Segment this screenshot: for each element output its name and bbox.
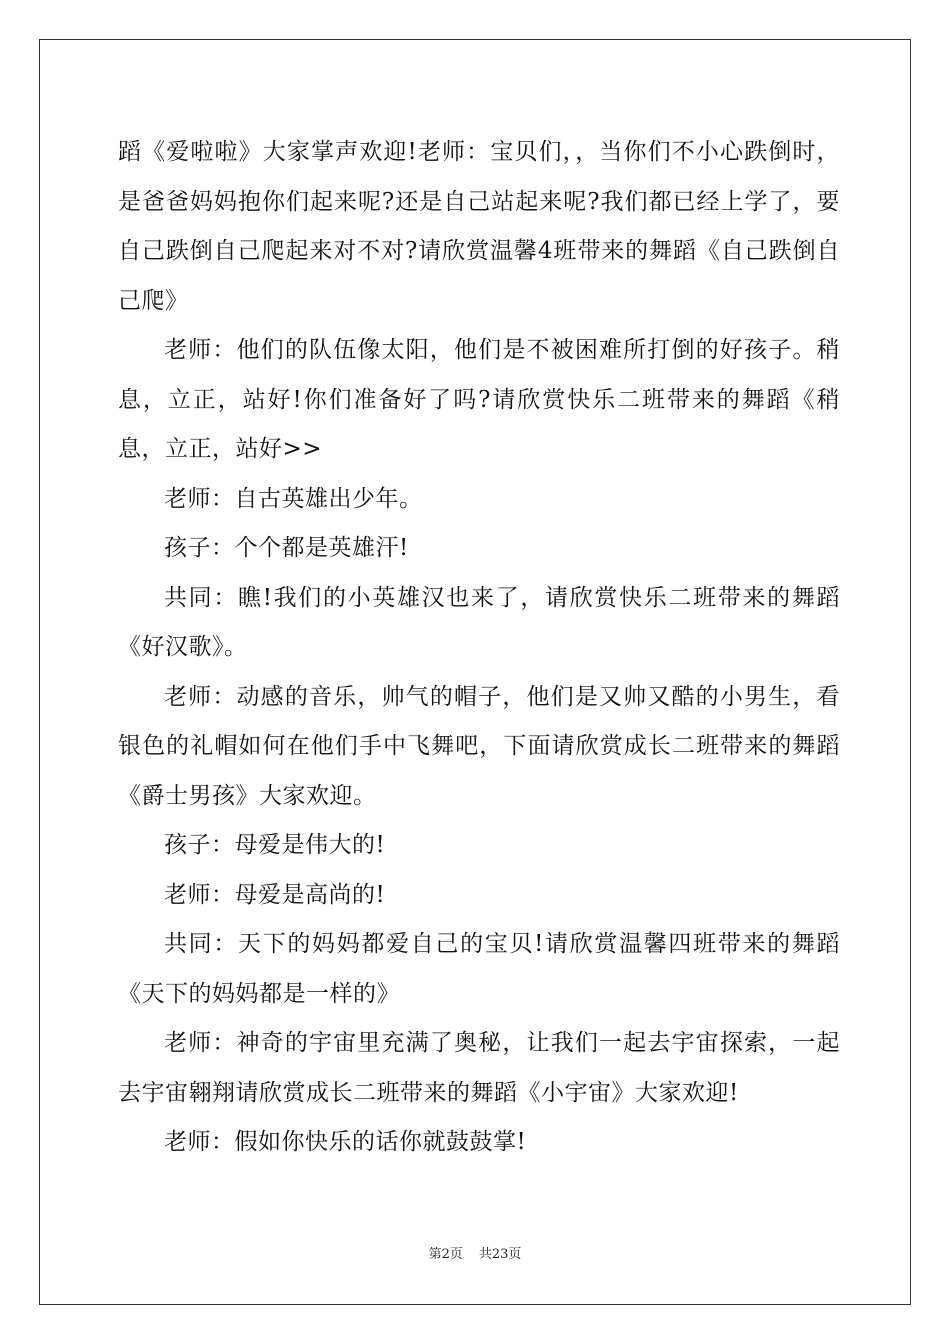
paragraph: 孩子：母爱是伟大的!	[164, 832, 386, 858]
paragraph: 孩子：个个都是英雄汗!	[164, 535, 409, 561]
current-page-number: 第2页	[428, 1247, 463, 1262]
total-page-count: 共23页	[478, 1247, 522, 1262]
paragraph: 共同：天下的妈妈都爱自己的宝贝!请欣赏温馨四班带来的舞蹈《天下的妈妈都是一样的》	[118, 931, 840, 1007]
paragraph: 老师：假如你快乐的话你就鼓鼓掌!	[164, 1129, 527, 1155]
paragraph-continuation: 蹈《爱啦啦》大家掌声欢迎!老师：宝贝们，，当你们不小心跌倒时，是爸爸妈妈抱你们起来呢?还是自己站起来呢?我们都已经上学了，要自己跌倒自己爬起来对不对?请欣赏温馨4班带来的舞蹈《自己跌倒自己爬》	[118, 139, 840, 314]
page-footer	[0, 1245, 950, 1265]
paragraph: 老师：动感的音乐，帅气的帽子，他们是又帅又酷的小男生，看银色的礼帽如何在他们手中飞舞吧，下面请欣赏成长二班带来的舞蹈《爵士男孩》大家欢迎。	[118, 683, 840, 809]
document-body	[118, 128, 840, 1168]
paragraph: 老师：他们的队伍像太阳，他们是不被困难所打倒的好孩子。稍息，立正，站好!你们准备好了吗?请欣赏快乐二班带来的舞蹈《稍息，立正，站好>>	[118, 337, 840, 462]
paragraph: 共同：瞧!我们的小英雄汉也来了，请欣赏快乐二班带来的舞蹈《好汉歌》。	[118, 584, 840, 660]
paragraph: 老师：自古英雄出少年。	[164, 485, 423, 512]
paragraph: 老师：神奇的宇宙里充满了奥秘，让我们一起去宇宙探索，一起去宇宙翱翔请欣赏成长二班带来的舞蹈《小宇宙》大家欢迎!	[118, 1030, 840, 1106]
paragraph: 老师：母爱是高尚的!	[164, 881, 386, 908]
